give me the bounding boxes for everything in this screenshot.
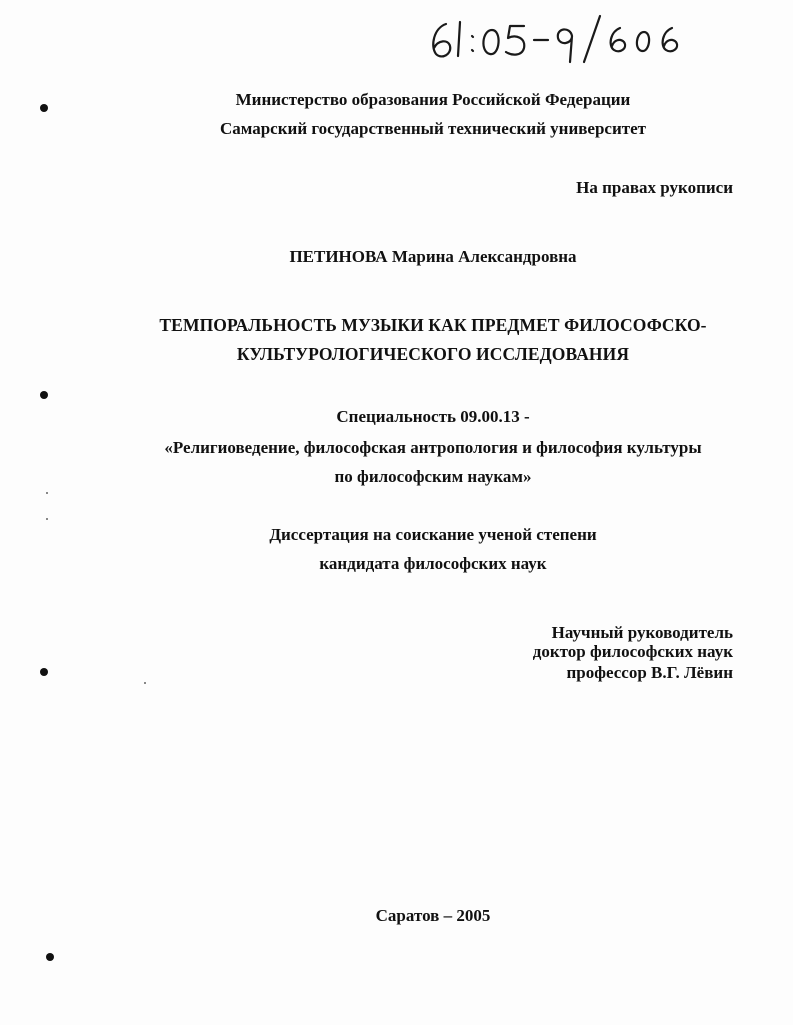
scan-speck — [46, 492, 48, 494]
supervisor-role: Научный руководитель — [551, 623, 733, 642]
dissertation-title-line-2: КУЛЬТУРОЛОГИЧЕСКОГО ИССЛЕДОВАНИЯ — [236, 344, 630, 364]
supervisor-degree: доктор философских наук — [532, 642, 733, 661]
author-surname: ПЕТИНОВА — [289, 247, 388, 266]
handwritten-archive-mark — [420, 6, 690, 66]
scan-speck — [144, 682, 146, 684]
specialty-code: Специальность 09.00.13 - — [336, 407, 530, 426]
punch-hole-mark — [46, 953, 54, 961]
author-given-name: Марина Александровна — [391, 247, 577, 266]
specialty-name-line-1: «Религиоведение, философская антропология и философия культуры — [164, 438, 702, 457]
supervisor-name: профессор В.Г. Лёвин — [566, 663, 733, 682]
degree-line-2: кандидата философских наук — [319, 554, 547, 573]
author-name — [0, 247, 793, 267]
punch-hole-mark — [40, 391, 48, 399]
ministry-heading: Министерство образования Российской Федерации — [235, 90, 631, 109]
manuscript-rights-note: На правах рукописи — [576, 178, 733, 197]
degree-line-1: Диссертация на соискание ученой степени — [269, 525, 597, 544]
dissertation-title-line-1: ТЕМПОРАЛЬНОСТЬ МУЗЫКИ КАК ПРЕДМЕТ ФИЛОСОФСКО- — [159, 315, 707, 335]
scan-speck — [46, 518, 48, 520]
punch-hole-mark — [40, 668, 48, 676]
place-and-year: Саратов – 2005 — [375, 906, 491, 925]
university-heading: Самарский государственный технический университет — [219, 119, 647, 138]
specialty-name-line-2: по философским наукам» — [334, 467, 532, 486]
